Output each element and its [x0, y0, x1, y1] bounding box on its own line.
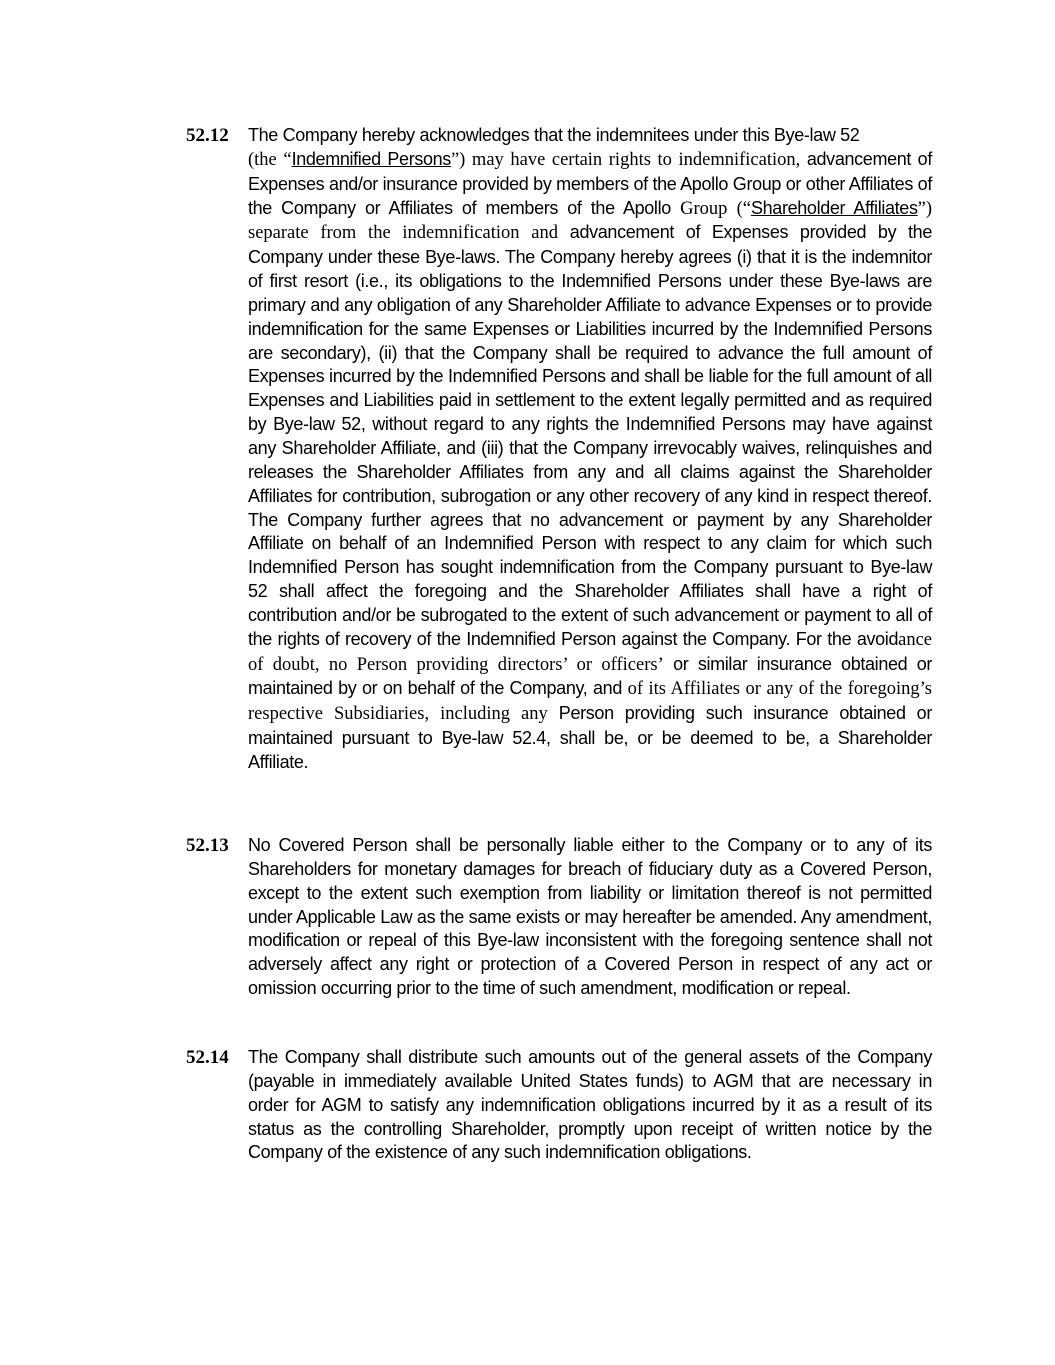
- section-body: [248, 124, 932, 775]
- defined-term-shareholder-affiliates: Shareholder Affiliates: [750, 197, 918, 218]
- section-body: The Company shall distribute such amounts out of the general assets of the Company (payable in immediately available United States funds) to AGM that are necessary in order for AGM to satisfy any indemnification obligations incurred by it as a result of its status as the controlling Shareholder, promptly upon receipt of written notice by the Company of the existence of any such indemnification obligations.: [248, 1047, 932, 1163]
- text-run: ance of doubt, no Person providing directors’ or officers’: [248, 629, 932, 675]
- section-number: 52.14: [186, 1047, 229, 1068]
- text-run: advancement of Expenses provided by the Company under these Bye-laws. The Company hereby agrees (i) that it is the indemnitor of first resort (i.e., its obligations to the Indemnified Persons under these Bye-laws are primary and any obligation of any Shareholder Affiliate to advance Expenses or to provide indemnification for the same Expenses or Liabilities incurred by the Indemnified Persons are secondary), (ii) that the Company shall be required to advance the full amount of Expenses incurred by the Indemnified Persons and shall be liable for the full amount of all Expenses and Liabilities paid in settlement to the extent legally permitted and as required by Bye-law 52, without regard to any rights the Indemnified Persons may have against any Shareholder Affiliate, and (iii) that the Company irrevocably waives, relinquishes and releases the Shareholder Affiliates from any and all claims against the Shareholder Affiliates for contribution, subrogation or any other recovery of any kind in respect thereof. The Company further agrees that no advancement or payment by any Shareholder Affiliate on behalf of an Indemnified Person with respect to any claim for which such Indemnified Person has sought indemnification from the Company pursuant to Bye-law 52 shall affect the foregoing and the Shareholder Affiliates shall have a right of contribution and/or be subrogated to the extent of such advancement or payment to all of the rights of recovery of the Indemnified Person against the Company. For the avoid: [248, 222, 932, 649]
- text-run: The Company hereby acknowledges that the indemnitees under this Bye-law 52: [248, 125, 860, 145]
- text-run: advancement of Expenses and/or insurance provided by members of the Apollo Group or other Affiliates of the Company or Affiliates of members of the Apollo: [248, 148, 932, 218]
- defined-term-indemnified-persons: Indemnified Persons: [291, 148, 451, 169]
- section-number: 52.12: [186, 125, 229, 146]
- text-run: (the “: [248, 149, 292, 170]
- text-run: ”) may have certain rights to indemnification,: [450, 149, 801, 170]
- text-run: Person providing such insurance obtained or maintained pursuant to Bye-law 52.4, shall be, or be deemed to be, a Shareholder Affiliate.: [248, 703, 932, 772]
- section-body: No Covered Person shall be personally liable either to the Company or to any of its Shareholders for monetary damages for breach of fiduciary duty as a Covered Person, except to the extent such exemption from liability or limitation thereof is not permitted under Applicable Law as the same exists or may hereafter be amended. Any amendment, modification or repeal of this Bye-law inconsistent with the foregoing sentence shall not adversely affect any right or protection of a Covered Person in respect of any act or omission occurring prior to the time of such amendment, modification or repeal.: [248, 835, 932, 999]
- text-run: Group (“: [680, 198, 751, 219]
- text-run: or similar insurance obtained or maintained by or on behalf of the Company, and: [248, 653, 933, 699]
- text-run: of its Affiliates or any of the foregoing’s respective Subsidiaries, including any: [248, 679, 933, 725]
- text-run: ”) separate from the indemnification and: [248, 198, 932, 244]
- section-number: 52.13: [186, 835, 229, 856]
